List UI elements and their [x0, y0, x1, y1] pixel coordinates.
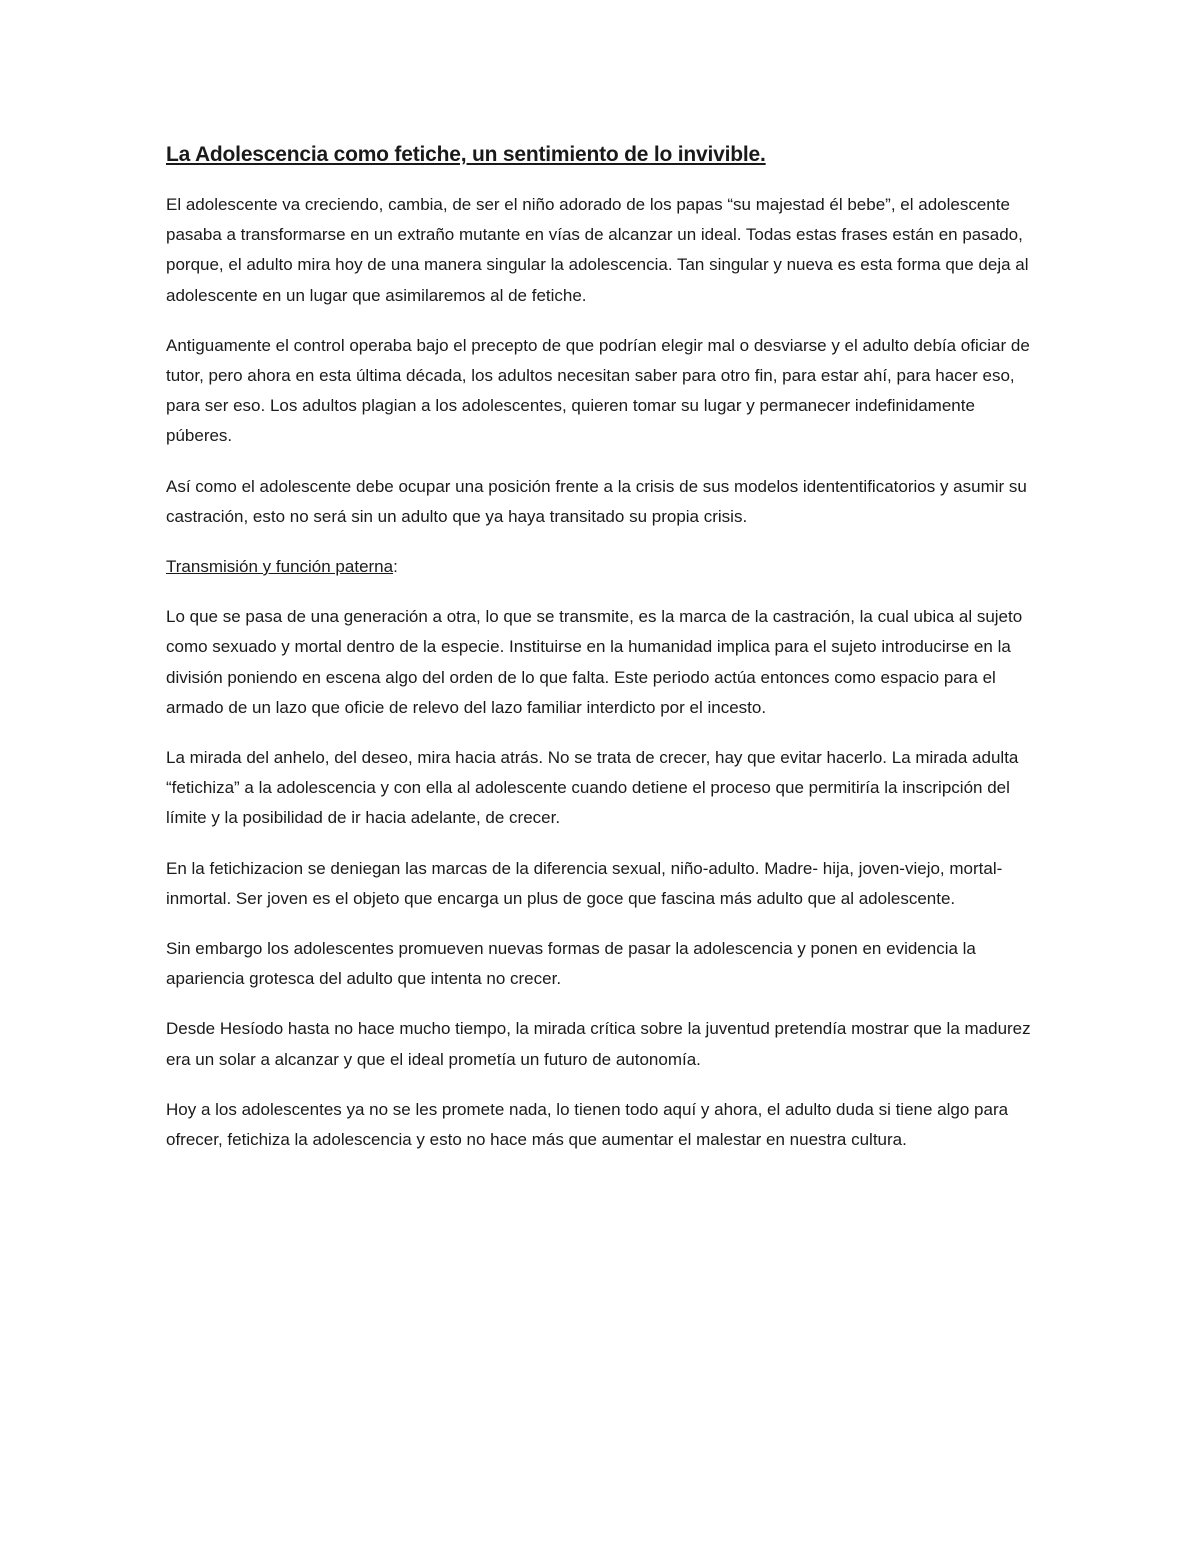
- paragraph: El adolescente va creciendo, cambia, de ser el niño adorado de los papas “su majestad él bebe”, el adolescente pasaba a transformarse en un extraño mutante en vías de alcanzar un ideal. Todas estas frases están en pasado, porque, el adulto mira hoy de una manera singular la adolescencia. Tan singular y nueva es esta forma que deja al adolescente en un lugar que asimilaremos al de fetiche.: [166, 195, 1029, 305]
- section-heading-text: Transmisión y función paterna: [166, 557, 394, 577]
- paragraph: Así como el adolescente debe ocupar una posición frente a la crisis de sus modelos idententificatorios y asumir su castración, esto no será sin un adulto que ya haya transitado su propia crisis.: [166, 476, 1027, 526]
- paragraph: Sin embargo los adolescentes promueven nuevas formas de pasar la adolescencia y ponen en evidencia la apariencia grotesca del adulto que intenta no crecer.: [166, 939, 976, 989]
- paragraph: Lo que se pasa de una generación a otra, lo que se transmite, es la marca de la castración, la cual ubica al sujeto como sexuado y mortal dentro de la especie. Instituirse en la humanidad implica para el sujeto introducirse en la división poniendo en escena algo del orden de lo que falta. Este periodo actúa entonces como espacio para el armado de un lazo que oficie de relevo del lazo familiar interdicto por el incesto.: [166, 607, 1023, 717]
- paragraph: En la fetichizacion se deniegan las marcas de la diferencia sexual, niño-adulto. Madre- hija, joven-viejo, mortal-inmortal. Ser joven es el objeto que encarga un plus de goce que fascina más adulto que al adolescente.: [166, 858, 1003, 908]
- document-body: [166, 138, 1038, 1175]
- paragraph: Hoy a los adolescentes ya no se les promete nada, lo tienen todo aquí y ahora, el adulto duda si tiene algo para ofrecer, fetichiza la adolescencia y esto no hace más que aumentar el malestar en nuestra cultura.: [166, 1099, 1009, 1150]
- section-heading: [166, 552, 1038, 582]
- paragraph: Antiguamente el control operaba bajo el precepto de que podrían elegir mal o desviarse y el adulto debía oficiar de tutor, pero ahora en esta última década, los adultos necesitan saber para otro fin, para estar ahí, para hacer eso, para ser eso. Los adultos plagian a los adolescentes, quieren tomar su lugar y permanecer indefinidamente púberes.: [166, 335, 1030, 446]
- document-title: La Adolescencia como fetiche, un sentimiento de lo invivible.: [166, 143, 766, 166]
- paragraph: La mirada del anhelo, del deseo, mira hacia atrás. No se trata de crecer, hay que evitar hacerlo. La mirada adulta “fetichiza” a la adolescencia y con ella al adolescente cuando detiene el proceso que permitiría la inscripción del límite y la posibilidad de ir hacia adelante, de crecer.: [166, 748, 1019, 828]
- paragraph: Desde Hesíodo hasta no hace mucho tiempo, la mirada crítica sobre la juventud pretendía mostrar que la madurez era un solar a alcanzar y que el ideal prometía un futuro de autonomía.: [166, 1019, 1031, 1069]
- section-heading-suffix: :: [393, 557, 398, 577]
